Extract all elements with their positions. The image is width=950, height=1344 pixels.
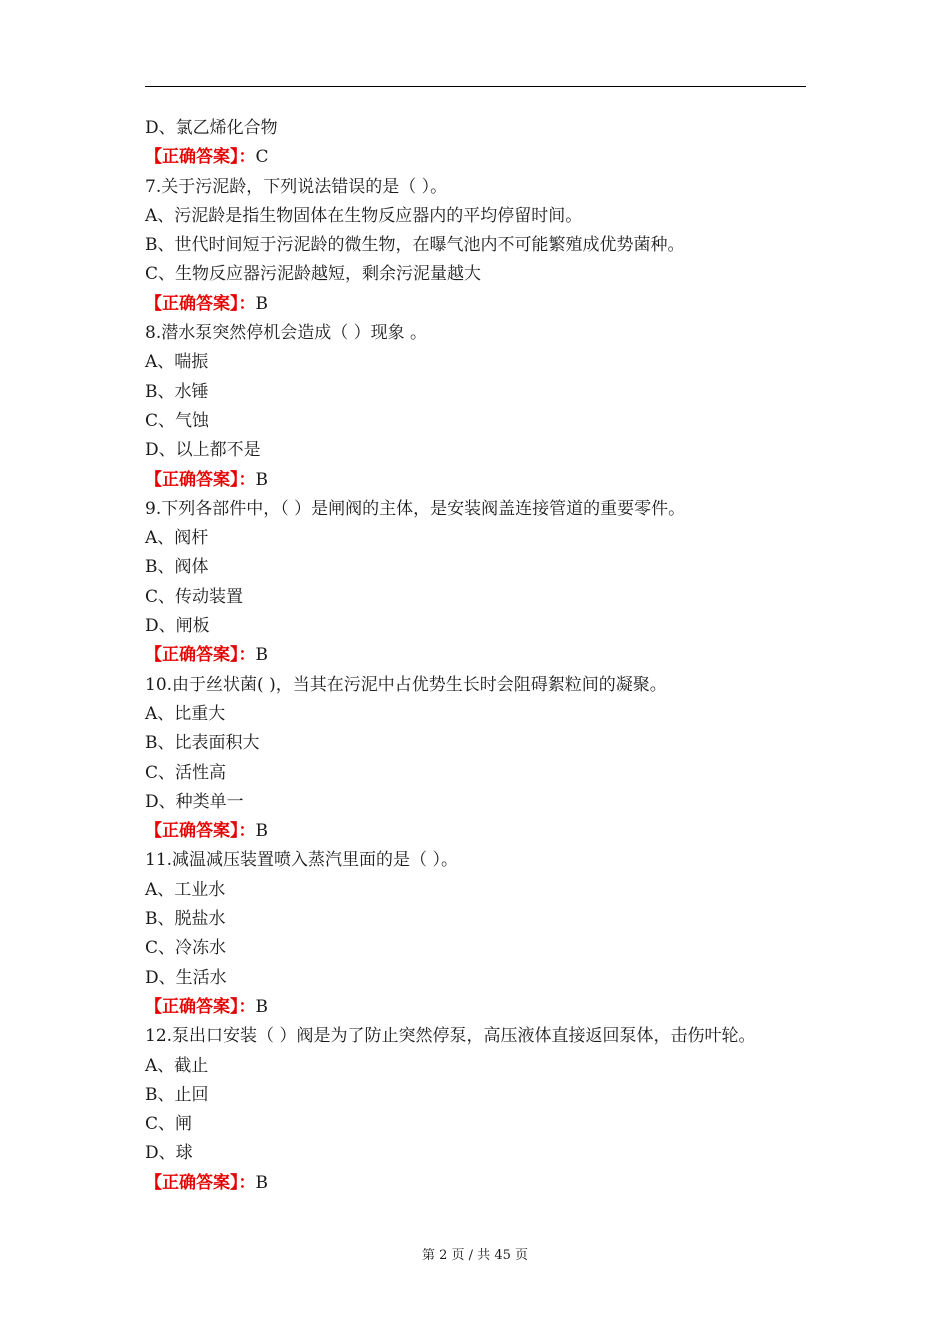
option-text: A、工业水 bbox=[145, 879, 226, 900]
question-text: 8.潜水泵突然停机会造成（ ）现象 。 bbox=[145, 323, 428, 344]
option-text: A、阀杆 bbox=[145, 528, 209, 549]
option-text: C、气蚀 bbox=[145, 410, 210, 431]
answer-line bbox=[145, 641, 805, 670]
answer-label: 【正确答案】： bbox=[145, 147, 256, 168]
answer-value: C bbox=[255, 147, 269, 168]
answer-value: B bbox=[255, 645, 268, 666]
answer-line bbox=[145, 817, 805, 846]
answer-line bbox=[145, 1169, 805, 1198]
page-footer: 第 2 页 / 共 45 页 bbox=[422, 1248, 528, 1263]
question-text: 7.关于污泥龄，下列说法错误的是（ ）。 bbox=[145, 176, 448, 197]
answer-label: 【正确答案】： bbox=[145, 293, 256, 314]
header-rule bbox=[145, 86, 806, 87]
option-text: D、闸板 bbox=[145, 616, 210, 637]
answer-value: B bbox=[255, 996, 268, 1017]
option-text: C、冷冻水 bbox=[145, 938, 227, 959]
option-text: C、生物反应器污泥龄越短，剩余污泥量越大 bbox=[145, 264, 482, 285]
option-text: B、止回 bbox=[145, 1084, 209, 1105]
answer-label: 【正确答案】： bbox=[145, 821, 256, 842]
option-text: D、生活水 bbox=[145, 967, 227, 988]
option-text: D、球 bbox=[145, 1143, 193, 1164]
option-text: A、喘振 bbox=[145, 352, 209, 373]
answer-label: 【正确答案】： bbox=[145, 645, 256, 666]
option-text: D、氯乙烯化合物 bbox=[145, 118, 278, 138]
option-text: B、脱盐水 bbox=[145, 909, 226, 930]
question-text: 9.下列各部件中，（ ）是闸阀的主体，是安装阀盖连接管道的重要零件。 bbox=[145, 498, 686, 519]
option-text: B、阀体 bbox=[145, 557, 209, 578]
answer-line bbox=[145, 143, 805, 172]
option-text: A、污泥龄是指生物固体在生物反应器内的平均停留时间。 bbox=[145, 205, 583, 226]
answer-line bbox=[145, 466, 805, 495]
answer-line bbox=[145, 993, 805, 1022]
answer-label: 【正确答案】： bbox=[145, 996, 256, 1017]
question-text: 11.减温减压装置喷入蒸汽里面的是（ ）。 bbox=[145, 850, 458, 871]
question-text: 12.泵出口安装（ ）阀是为了防止突然停泵，高压液体直接返回泵体，击伤叶轮。 bbox=[145, 1026, 756, 1047]
answer-value: B bbox=[255, 469, 268, 490]
answer-label: 【正确答案】： bbox=[145, 469, 256, 490]
option-text: B、水锤 bbox=[145, 381, 209, 402]
question-list bbox=[145, 114, 805, 1198]
answer-label: 【正确答案】： bbox=[145, 1172, 256, 1193]
option-text: C、传动装置 bbox=[145, 586, 244, 607]
option-text: A、比重大 bbox=[145, 703, 226, 724]
question-text: 10.由于丝状菌( )，当其在污泥中占优势生长时会阻碍絮粒间的凝聚。 bbox=[145, 674, 667, 695]
option-text: C、活性高 bbox=[145, 762, 227, 783]
option-text: D、种类单一 bbox=[145, 791, 244, 812]
option-text: D、以上都不是 bbox=[145, 440, 261, 461]
answer-value: B bbox=[255, 293, 268, 314]
option-text: C、闸 bbox=[145, 1114, 193, 1135]
option-text: A、截止 bbox=[145, 1055, 209, 1076]
answer-line bbox=[145, 290, 805, 319]
answer-value: B bbox=[255, 821, 268, 842]
option-text: B、比表面积大 bbox=[145, 733, 260, 754]
option-text: B、世代时间短于污泥龄的微生物，在曝气池内不可能繁殖成优势菌种。 bbox=[145, 235, 685, 256]
answer-value: B bbox=[255, 1172, 268, 1193]
